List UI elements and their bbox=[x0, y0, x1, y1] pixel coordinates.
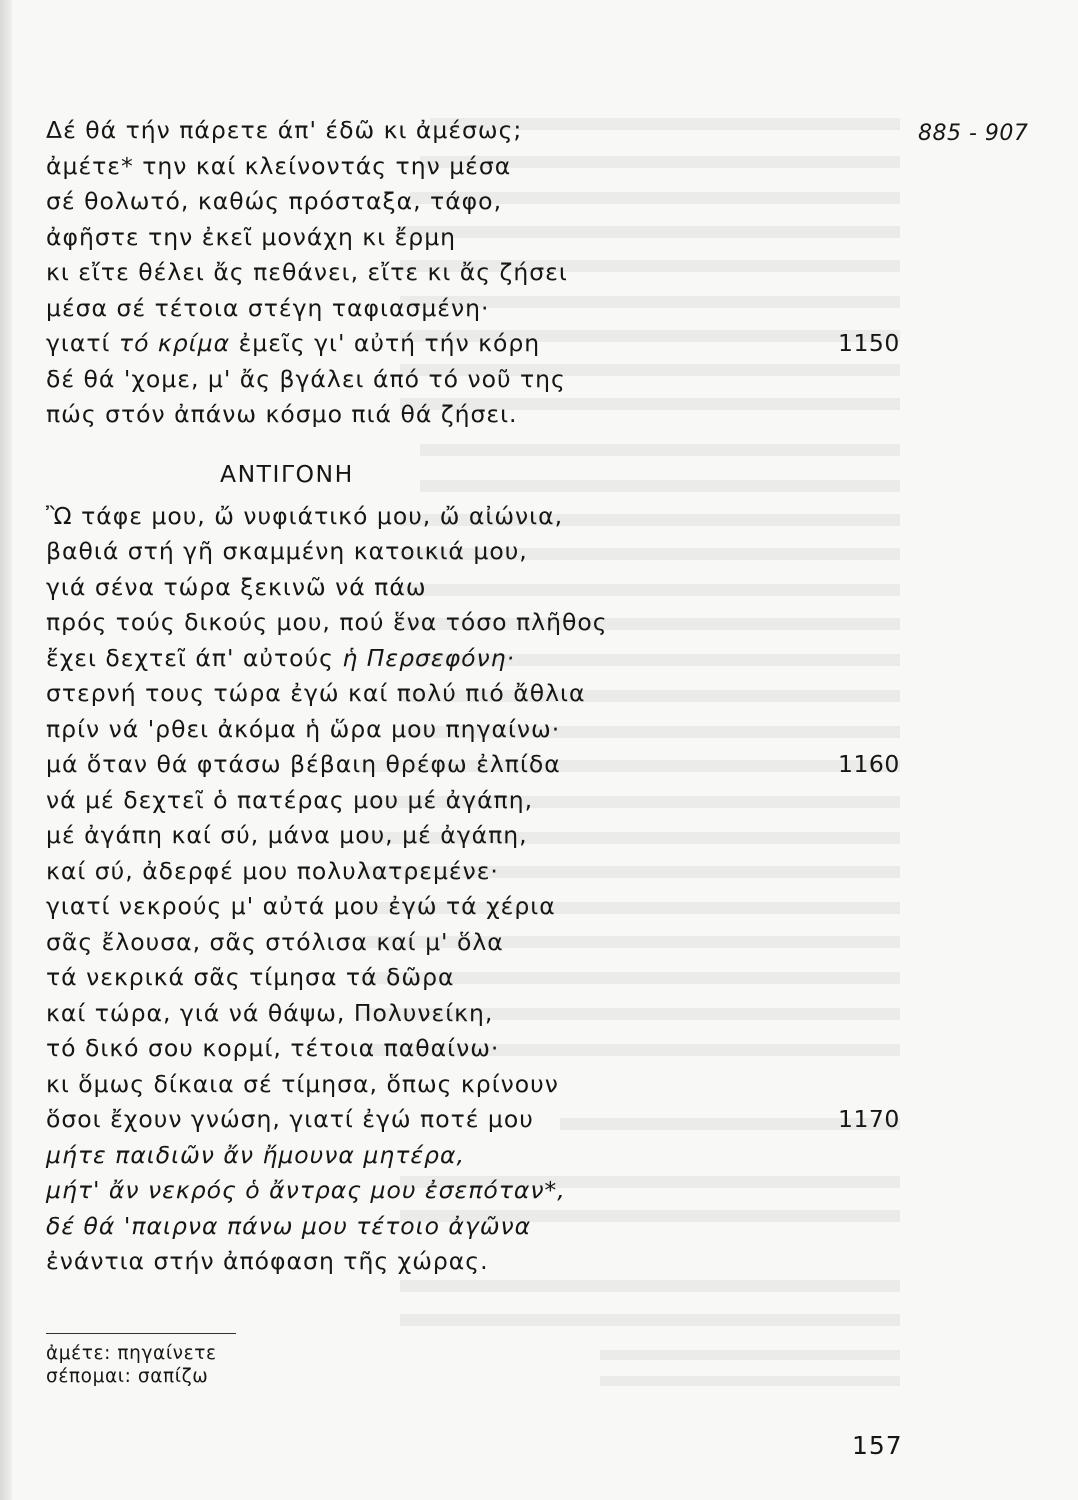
verse-line-text: δέ θά 'χομε, μ' ἄς βγάλει άπό τό νοῦ της bbox=[46, 364, 566, 393]
verse-line-text: ἀμέτε* την καί κλείνοντάς την μέσα bbox=[46, 151, 512, 180]
verse-line bbox=[46, 960, 906, 996]
verse-line bbox=[46, 1102, 906, 1138]
verse-line-text: Δέ θά τήν πάρετε άπ' έδῶ κι ἀμέσως; bbox=[46, 116, 523, 144]
verse-line-text: κι εἴτε θέλει ἄς πεθάνει, εἴτε κι ἄς ζήσει bbox=[46, 258, 568, 286]
verse-line bbox=[46, 149, 906, 185]
verse-line bbox=[46, 220, 906, 256]
verse-line-text: γιατί bbox=[46, 329, 119, 357]
verse-line bbox=[46, 397, 906, 433]
verse-line-italic: μήτε παιδιῶν ἄν ἤμουνα μητέρα, bbox=[46, 1140, 465, 1169]
verse-line bbox=[46, 570, 906, 606]
verse-line-text: πρίν νά 'ρθει ἀκόμα ἡ ὥρα μου πηγαίνω· bbox=[46, 714, 561, 743]
verse-line-text: πώς στόν ἀπάνω κόσμο πιά θά ζήσει. bbox=[46, 400, 518, 428]
line-number: 1170 bbox=[838, 1105, 900, 1133]
verse-text bbox=[46, 113, 906, 1280]
verse-line bbox=[46, 534, 906, 570]
verse-line bbox=[46, 1138, 906, 1174]
verse-line-text: μά ὅταν θά φτάσω βέβαιη θρέφω ἐλπίδα bbox=[46, 750, 561, 778]
verse-line bbox=[46, 676, 906, 712]
verse-line bbox=[46, 291, 906, 327]
verse-line bbox=[46, 1067, 906, 1103]
verse-line-text: γιά σένα τώρα ξεκινῶ νά πάω bbox=[46, 572, 427, 601]
verse-line bbox=[46, 1244, 906, 1280]
footnote-divider bbox=[46, 1333, 236, 1334]
verse-line-text: ὅσοι ἔχουν γνώση, γιατί ἐγώ ποτέ μου bbox=[46, 1105, 534, 1133]
verse-line-text: τά νεκρικά σᾶς τίμησα τά δῶρα bbox=[46, 963, 455, 991]
verse-line-italic: μήτ' ἄν νεκρός ὁ ἄντρας μου ἐσεπόταν*, bbox=[46, 1176, 566, 1204]
verse-line-text: Ὢ τάφε μου, ὤ νυφιάτικό μου, ὤ αἰώνια, bbox=[46, 501, 564, 530]
verse-line bbox=[46, 605, 906, 641]
verse-line-text: τό δικό σου κορμί, τέτοια παθαίνω· bbox=[46, 1034, 500, 1062]
line-number: 1160 bbox=[838, 750, 900, 778]
verse-line-text: καί σύ, ἀδερφέ μου πολυλατρεμένε· bbox=[46, 856, 499, 885]
verse-line-italic: τό κρίμα bbox=[118, 329, 231, 357]
verse-line-text: μέσα σέ τέτοια στέγη ταφιασμένη· bbox=[46, 293, 490, 322]
verse-line bbox=[46, 1173, 906, 1209]
verse-line bbox=[46, 818, 906, 854]
verse-range: 885 - 907 bbox=[918, 121, 1029, 146]
verse-line bbox=[46, 113, 906, 149]
verse-line-italic: δέ θά 'παιρνα πάνω μου τέτοιο ἀγῶνα bbox=[46, 1211, 532, 1240]
verse-line bbox=[46, 925, 906, 961]
speaker-heading: ΑΝΤΙΓΟΝΗ bbox=[220, 459, 354, 488]
verse-line-text: μέ ἀγάπη καί σύ, μάνα μου, μέ ἀγάπη, bbox=[46, 821, 528, 849]
verse-line-text: ἐνάντια στήν ἀπόφαση τῆς χώρας. bbox=[46, 1247, 489, 1275]
footnote: σέπομαι: σαπίζω bbox=[46, 1366, 209, 1387]
verse-line-text: ἀφῆστε την ἐκεῖ μονάχη κι ἔρμη bbox=[46, 222, 457, 251]
footnote: ἀμέτε: πηγαίνετε bbox=[46, 1343, 217, 1364]
verse-line bbox=[46, 854, 906, 890]
verse-line-text: στερνή τους τώρα ἐγώ καί πολύ πιό ἄθλια bbox=[46, 679, 586, 707]
verse-line bbox=[46, 362, 906, 398]
verse-line bbox=[46, 326, 906, 362]
verse-line-text: σέ θολωτό, καθώς πρόσταξα, τάφο, bbox=[46, 187, 503, 215]
verse-line-text: γιατί νεκρούς μ' αὐτά μου ἐγώ τά χέρια bbox=[46, 892, 556, 920]
verse-line-italic: ἡ Περσεφόνη· bbox=[342, 643, 515, 672]
footnotes bbox=[46, 1342, 217, 1388]
verse-line bbox=[46, 783, 906, 819]
verse-line-text: νά μέ δεχτεῖ ὁ πατέρας μου μέ ἀγάπη, bbox=[46, 785, 534, 814]
verse-line-text: ἔχει δεχτεῖ άπ' αὐτούς bbox=[46, 643, 343, 672]
verse-line bbox=[46, 889, 906, 925]
verse-line-text: σᾶς ἔλουσα, σᾶς στόλισα καί μ' ὅλα bbox=[46, 927, 504, 956]
verse-line-text: ἐμεῖς γι' αὐτή τήν κόρη bbox=[230, 329, 541, 357]
line-number: 1150 bbox=[838, 329, 900, 357]
verse-line-text: βαθιά στή γῆ σκαμμένη κατοικιά μου, bbox=[46, 537, 528, 565]
page-gutter-shadow bbox=[0, 0, 12, 1500]
verse-line bbox=[46, 184, 906, 220]
verse-line bbox=[46, 1209, 906, 1245]
verse-line-text: πρός τούς δικούς μου, πού ἕνα τόσο πλῆθος bbox=[46, 608, 608, 636]
verse-line bbox=[46, 996, 906, 1032]
page-number: 157 bbox=[852, 1431, 903, 1460]
verse-line bbox=[46, 747, 906, 783]
verse-line bbox=[46, 712, 906, 748]
verse-line bbox=[46, 1031, 906, 1067]
verse-line bbox=[46, 499, 906, 535]
verse-line-text: κι ὅμως δίκαια σέ τίμησα, ὅπως κρίνουν bbox=[46, 1069, 559, 1098]
verse-line bbox=[46, 255, 906, 291]
verse-line-text: καί τώρα, γιά νά θάψω, Πολυνείκη, bbox=[46, 998, 494, 1027]
verse-line bbox=[46, 641, 906, 677]
